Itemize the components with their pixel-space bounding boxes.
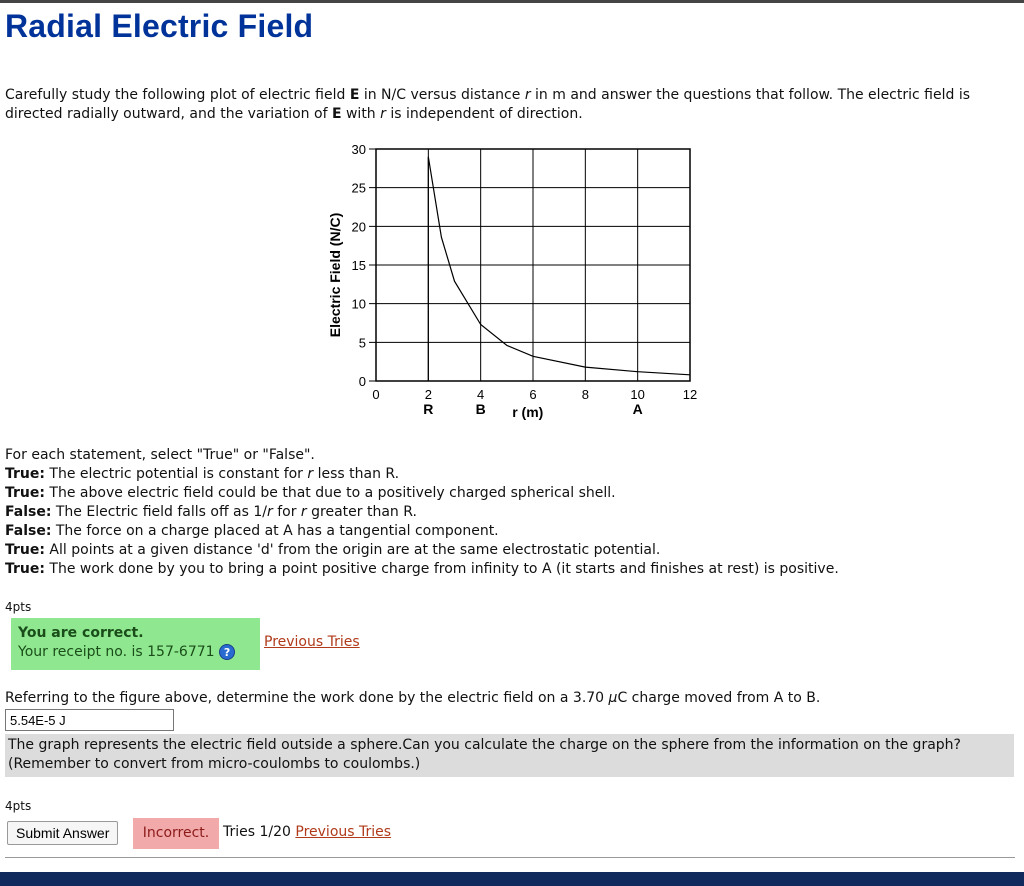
correct-status-title: You are correct. — [18, 625, 144, 641]
previous-tries-link[interactable]: Previous Tries — [264, 634, 360, 650]
y-tick-label: 30 — [351, 142, 366, 157]
statement-row: True: All points at a given distance 'd' from the origin are at the same electrostatic potential. — [5, 542, 661, 558]
statements-instruction: For each statement, select "True" or "False". — [5, 447, 315, 463]
position-marker-a: A — [632, 401, 643, 417]
y-tick-label: 25 — [351, 180, 366, 196]
statement-row: True: The above electric field could be that due to a positively charged spherical shell. — [5, 485, 616, 501]
y-tick-label: 5 — [358, 335, 366, 351]
previous-tries-link-2[interactable]: Previous Tries — [295, 824, 392, 840]
answer-input[interactable] — [5, 709, 174, 731]
y-tick-label: 20 — [351, 219, 366, 235]
intro-paragraph: Carefully study the following plot of electric field E in N/C versus distance r in m and answer the questions that follow. The electric field is directed radially outward, and the variation of E with r is independent of direction. — [5, 87, 970, 122]
x-axis-label: r (m) — [512, 404, 544, 420]
x-tick-label: 4 — [477, 387, 485, 402]
x-tick-label: 8 — [581, 387, 589, 402]
statements-list — [5, 446, 1015, 579]
part1-points: 4pts — [5, 600, 32, 614]
x-tick-label: 2 — [424, 387, 432, 402]
y-tick-label: 15 — [351, 258, 366, 273]
question-text: Referring to the figure above, determine the work done by the electric field on a 3.70 μC charge moved from A to B. — [5, 690, 821, 706]
x-tick-label: 12 — [682, 387, 698, 402]
tries-line — [223, 824, 391, 840]
x-tick-label: 10 — [630, 387, 645, 402]
statement-row: False: The force on a charge placed at A has a tangential component. — [5, 523, 499, 539]
statement-row: True: The electric potential is constant for r less than R. — [5, 466, 400, 482]
divider — [5, 857, 1015, 858]
y-tick-label: 0 — [358, 374, 366, 389]
part2-points: 4pts — [5, 799, 32, 813]
electric-field-plot — [310, 140, 710, 440]
top-border — [0, 0, 1024, 3]
y-axis-label: Electric Field (N/C) — [327, 212, 343, 338]
statement-row: False: The Electric field falls off as 1/r for r greater than R. — [5, 504, 417, 520]
statement-row: True: The work done by you to bring a point positive charge from infinity to A (it starts and finishes at rest) is positive. — [5, 561, 839, 577]
position-marker-r: R — [423, 401, 434, 417]
submit-answer-button[interactable]: Submit Answer — [7, 821, 118, 845]
x-tick-label: 6 — [529, 387, 537, 402]
page-title: Radial Electric Field — [5, 8, 314, 44]
receipt-text: Your receipt no. is 157-6771 — [18, 644, 215, 660]
footer-bar — [0, 872, 1024, 886]
x-tick-label: 0 — [372, 387, 380, 402]
hint-box: The graph represents the electric field outside a sphere.Can you calculate the charge on the sphere from the information on the graph? (Remember to convert from micro-coulombs to coulombs.) — [5, 734, 1014, 777]
help-icon[interactable]: ? — [219, 644, 235, 660]
y-tick-label: 10 — [351, 296, 366, 312]
incorrect-status-badge: Incorrect. — [133, 818, 219, 849]
tries-count: Tries 1/20 — [223, 824, 291, 840]
receipt-line — [18, 643, 253, 662]
correct-status-box — [11, 618, 260, 670]
position-marker-b: B — [475, 401, 486, 417]
